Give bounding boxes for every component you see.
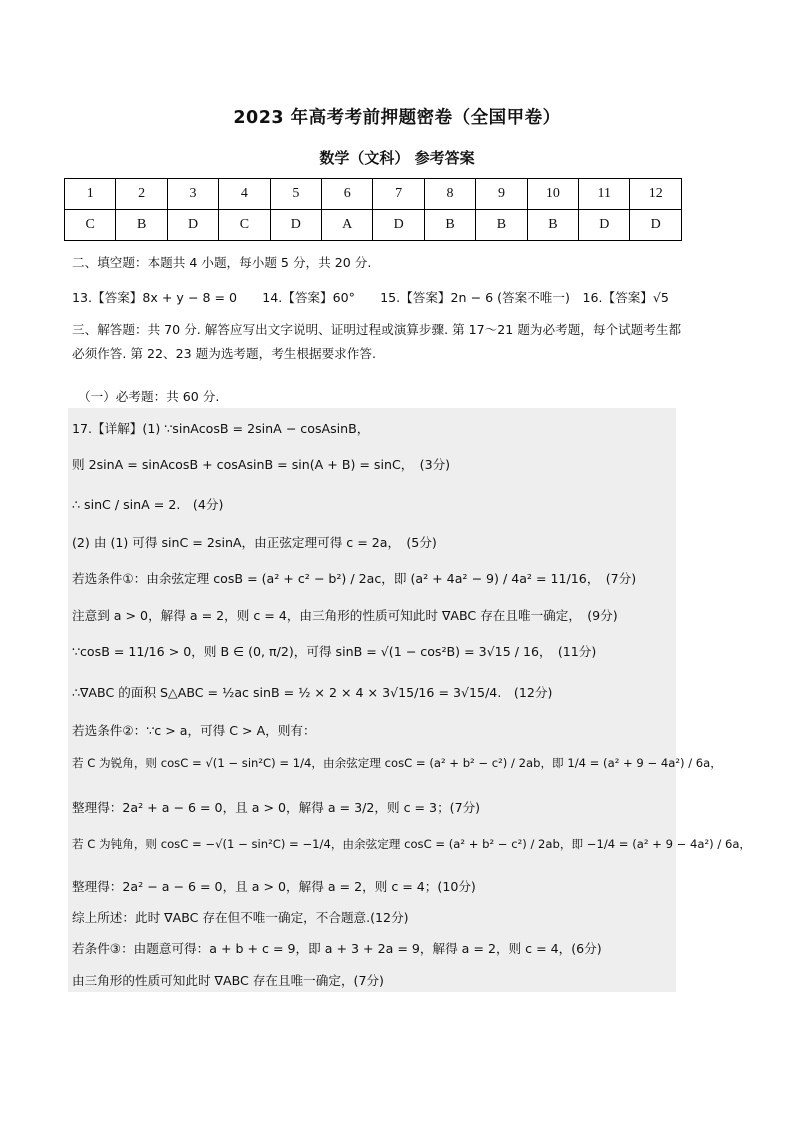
solution-line: 综上所述：此时 ∇ABC 存在但不唯一确定，不合题意.(12分) [72, 910, 409, 925]
solution-line: ∴ sinC / sinA = 2. (4分) [72, 497, 224, 512]
question-number-cell: 8 [424, 179, 475, 210]
page-title: 2023 年高考考前押题密卷（全国甲卷） [233, 108, 561, 128]
answer-cell: D [630, 210, 682, 241]
question-number-cell: 1 [65, 179, 116, 210]
answer-cell: B [476, 210, 527, 241]
solution-line: ∴∇ABC 的面积 S△ABC = ½ac sinB = ½ × 2 × 4 × 3√15/16 = 3√15/4. (12分) [72, 685, 553, 700]
solution-line: 整理得：2a² + a − 6 = 0，且 a > 0，解得 a = 3/2，则 c = 3；(7分) [72, 800, 481, 815]
question-number-cell: 11 [579, 179, 630, 210]
question-number-cell: 9 [476, 179, 527, 210]
solution-line: 若选条件①：由余弦定理 cosB = (a² + c² − b²) / 2ac，即 (a² + 4a² − 9) / 4a² = 11/16， (7分) [72, 571, 637, 586]
answer-cell: A [322, 210, 373, 241]
solution-line: 若 C 为锐角，则 cosC = √(1 − sin²C) = 1/4，由余弦定理 cosC = (a² + b² − c²) / 2ab，即 1/4 = (a² + 9 − 4a²) / 6a， [72, 756, 722, 770]
answer-cell: D [167, 210, 218, 241]
question-number-cell: 3 [167, 179, 218, 210]
question-number-cell: 7 [373, 179, 424, 210]
answer-cell: B [424, 210, 475, 241]
question-number-row [65, 179, 682, 210]
solution-line: 则 2sinA = sinAcosB + cosAsinB = sin(A + B) = sinC， (3分) [72, 457, 451, 472]
question-number-cell: 4 [219, 179, 270, 210]
answer-table [64, 178, 682, 241]
solution-line: 若 C 为钝角，则 cosC = −√(1 − sin²C) = −1/4，由余弦定理 cosC = (a² + b² − c²) / 2ab，即 −1/4 = (a² + 9 − 4a²) / 6a， [72, 837, 752, 851]
question-number-cell: 6 [322, 179, 373, 210]
answer-cell: B [116, 210, 167, 241]
answer-cell: C [219, 210, 270, 241]
solution-line: 由三角形的性质可知此时 ∇ABC 存在且唯一确定，(7分) [72, 973, 384, 988]
question-number-cell: 2 [116, 179, 167, 210]
answer-cell: C [65, 210, 116, 241]
question-number-cell: 5 [270, 179, 321, 210]
question-number-cell: 10 [527, 179, 578, 210]
solution-line: 若选条件②：∵c > a，可得 C > A，则有： [72, 723, 316, 738]
solution-line: ∵cosB = 11/16 > 0，则 B ∈ (0, π/2)，可得 sinB = √(1 − cos²B) = 3√15 / 16， (11分) [72, 644, 597, 659]
solution-line: (2) 由 (1) 可得 sinC = 2sinA，由正弦定理可得 c = 2a， (5分) [72, 535, 437, 550]
section3-heading: 三、解答题：共 70 分. 解答应写出文字说明、证明过程或演算步骤. 第 17～21 题为必考题，每个试题考生都必须作答. 第 22、23 题为选考题，考生根据要求作答. [72, 322, 682, 361]
solution-line: 若条件③：由题意可得：a + b + c = 9，即 a + 3 + 2a = 9，解得 a = 2，则 c = 4，(6分) [72, 941, 602, 956]
section2-heading: 二、填空题：本题共 4 小题，每小题 5 分，共 20 分. [72, 255, 372, 270]
page-subtitle: 数学（文科） 参考答案 [319, 149, 475, 167]
question-number-cell: 12 [630, 179, 682, 210]
answer-cell: D [270, 210, 321, 241]
answer-row [65, 210, 682, 241]
answer-cell: D [373, 210, 424, 241]
solution-line: 17.【详解】(1) ∵sinAcosB = 2sinA − cosAsinB， [72, 421, 370, 436]
fill-in-answers: 13.【答案】8x + y − 8 = 0 14.【答案】60° 15.【答案】2n − 6 (答案不唯一) 16.【答案】√5 [72, 290, 669, 305]
solution-line: 注意到 a > 0，解得 a = 2，则 c = 4，由三角形的性质可知此时 ∇ABC 存在且唯一确定， (9分) [72, 608, 618, 623]
solution-line: 整理得：2a² − a − 6 = 0，且 a > 0，解得 a = 2，则 c = 4；(10分) [72, 879, 476, 894]
answer-cell: D [579, 210, 630, 241]
answer-cell: B [527, 210, 578, 241]
required-heading: （一）必考题：共 60 分. [78, 389, 220, 404]
